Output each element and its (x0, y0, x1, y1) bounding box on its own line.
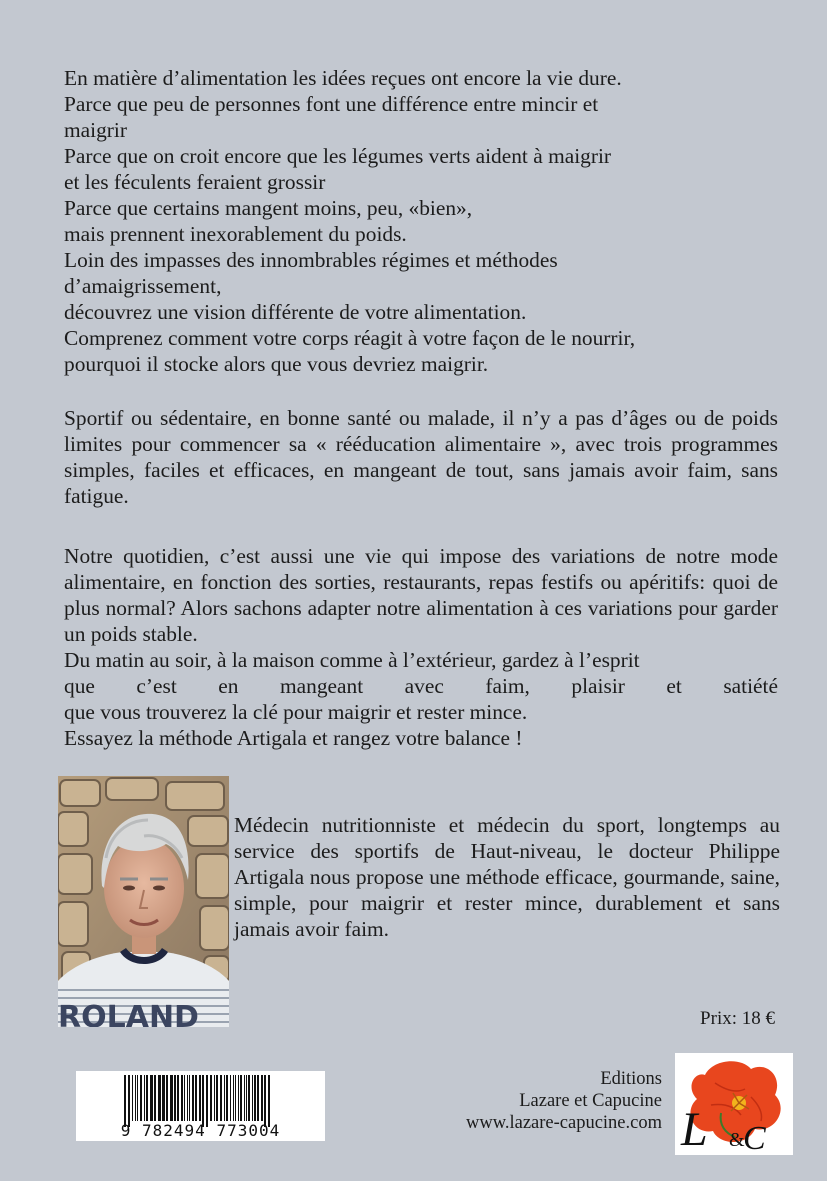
publisher-logo (675, 1053, 793, 1155)
shirt-print: ROLAND (58, 1000, 199, 1027)
daily-life-line: Du matin au soir, à la maison comme à l’extérieur, gardez à l’esprit (64, 648, 640, 672)
publisher-info (400, 1068, 662, 1134)
intro-line: Parce que certains mangent moins, peu, «bien», (64, 196, 473, 220)
publisher-url: www.lazare-capucine.com (465, 1113, 662, 1133)
isbn-barcode (76, 1071, 325, 1141)
daily-life-line: que vous trouverez la clé pour maigrir et rester mince. (64, 700, 528, 724)
logo-ampersand: & (729, 1129, 745, 1151)
intro-line: et les féculents feraient grossir (64, 170, 326, 194)
intro-line: Parce que peu de personnes font une différence entre mincir et (64, 92, 599, 116)
daily-life-paragraph (64, 543, 778, 751)
intro-line: Parce que on croit encore que les légumes verts aident à maigrir (64, 144, 612, 168)
intro-line: Loin des impasses des innombrables régimes et méthodes (64, 248, 558, 272)
call-to-action: Essayez la méthode Artigala et rangez votre balance ! (64, 726, 523, 750)
intro-line: Comprenez comment votre corps réagit à votre façon de le nourrir, (64, 326, 636, 350)
intro-line: mais prennent inexorablement du poids. (64, 222, 407, 246)
daily-life-text: Notre quotidien, c’est aussi une vie qui impose des variations de notre mode alimentaire, en fonction des sorties, restaurants, repas festifs ou apéritifs: quoi de plus normal? Alors sachons adapter notre alimentation à ces variations pour garder un poids stable. (64, 544, 778, 646)
isbn-digits: 9 782494 773004 (120, 1121, 281, 1140)
intro-line: En matière d’alimentation les idées reçues ont encore la vie dure. (64, 66, 622, 90)
publisher-name: Lazare et Capucine (519, 1091, 662, 1111)
author-portrait-image (58, 776, 229, 1027)
intro-line: d’amaigrissement, (64, 274, 222, 298)
logo-letter-l: L (681, 1103, 708, 1155)
intro-line: maigrir (64, 118, 127, 142)
author-bio-text: Médecin nutritionniste et médecin du sport, longtemps au service des sportifs de Haut-niveau, le docteur Philippe Artigala nous propose une méthode efficace, gourmande, saine, simple, pour maigrir et rester mince, durablement et sans jamais avoir faim. (234, 813, 780, 941)
intro-line: pourquoi il stocke alors que vous devriez maigrir. (64, 352, 489, 376)
daily-life-line: que c’est en mangeant avec faim, plaisir et satiété (64, 674, 778, 698)
price-label: Prix: 18 € (700, 1008, 775, 1029)
author-photo (58, 776, 229, 1027)
intro-line: découvrez une vision différente de votre alimentation. (64, 300, 527, 324)
intro-text (64, 65, 778, 377)
program-text: Sportif ou sédentaire, en bonne santé ou malade, il n’y a pas d’âges ou de poids limites pour commencer sa « rééducation alimentaire », avec trois programmes simples, faciles et efficaces, en mangeant de tout, sans jamais avoir faim, sans fatigue. (64, 406, 778, 508)
logo-letter-c: C (743, 1120, 766, 1155)
author-bio (234, 812, 780, 942)
program-paragraph (64, 405, 778, 509)
publisher-line: Editions (600, 1069, 662, 1089)
nasturtium-logo-icon (675, 1053, 793, 1155)
